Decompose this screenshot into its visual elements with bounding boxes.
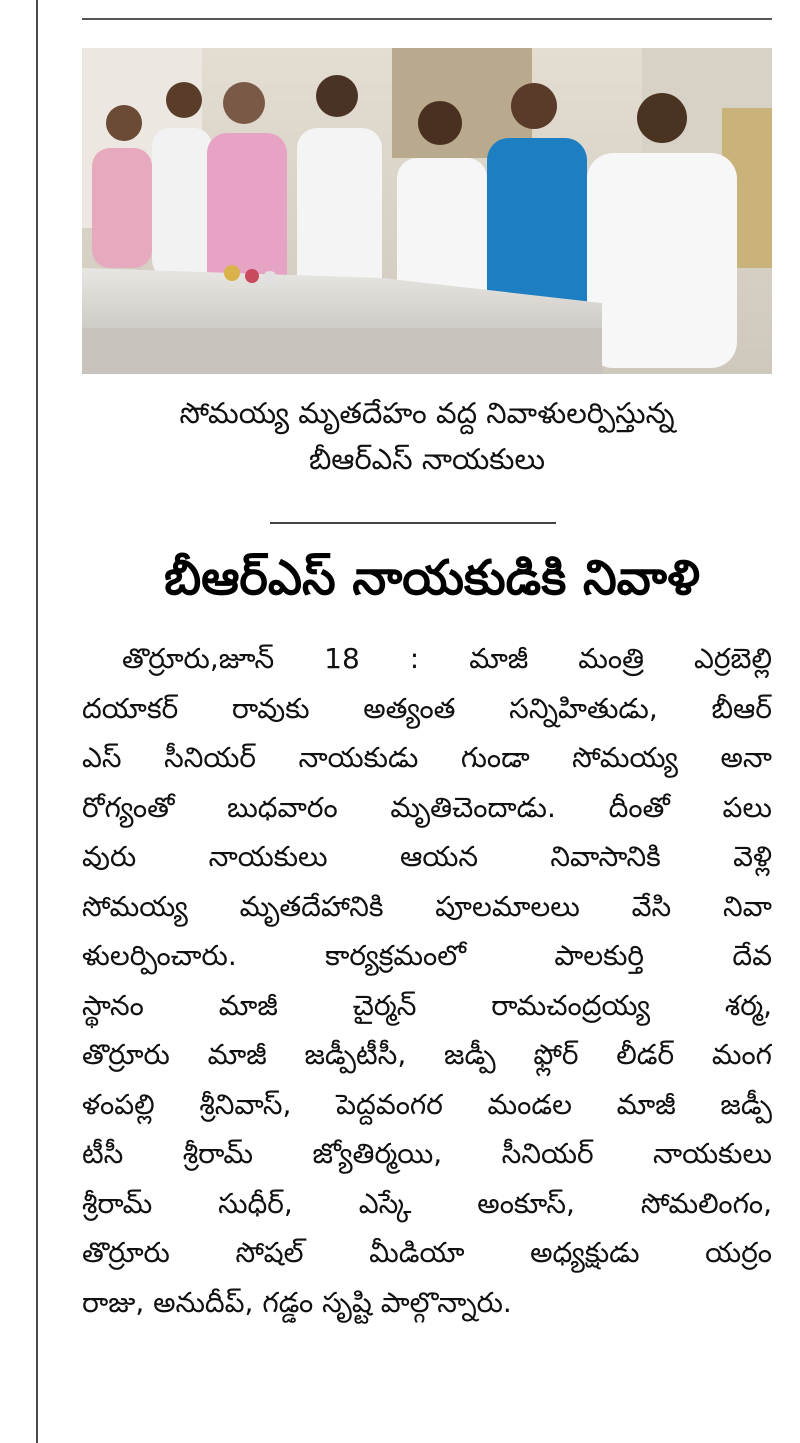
column-divider <box>36 0 38 1443</box>
body-line: వురు నాయకులు ఆయన నివాసానికి వెళ్లి <box>82 840 772 873</box>
body-line: ళులర్పించారు. కార్యక్రమంలో పాలకుర్తి దేవ <box>82 939 772 972</box>
body-line: రోగ్యంతో బుధవారం మృతిచెందాడు. దీంతో పలు <box>82 790 772 824</box>
body-line: స్థానం మాజీ చైర్మన్ రామచంద్రయ్య శర్మ, <box>82 988 772 1022</box>
article-body <box>82 634 782 1327</box>
news-photo <box>82 48 772 374</box>
body-line: తొర్రూరు మాజీ జడ్పీటీసీ, జడ్పీ ఫ్లోర్ లీడర్ మంగ <box>82 1038 772 1071</box>
caption-line-1: సోమయ్య మృతదేహం వద్ద నివాళులర్పిస్తున్న <box>179 396 675 430</box>
caption-line-2: బీఆర్ఎస్ నాయకులు <box>308 442 546 476</box>
body-line: తొర్రూరు సోషల్ మీడియా అధ్యక్షుడు యర్రం <box>82 1236 772 1269</box>
top-divider <box>82 18 772 20</box>
body-line: టీసీ శ్రీరామ్ జ్యోతిర్మయి, సీనియర్ నాయకులు <box>82 1137 772 1170</box>
photo-caption <box>82 390 772 482</box>
body-line: శ్రీరామ్ సుధీర్, ఎస్కే అంకూస్, సోమలింగం, <box>82 1186 772 1220</box>
body-line: రాజు, అనుదీప్, గడ్డం సృష్టి పాల్గొన్నారు. <box>82 1285 512 1319</box>
article-headline: బీఆర్ఎస్ నాయకుడికి నివాళి <box>164 550 700 606</box>
body-line: ళంపల్లి శ్రీనివాస్, పెద్దవంగర మండల మాజీ జడ్పీ <box>82 1087 772 1121</box>
body-line: సోమయ్య మృతదేహానికి పూలమాలలు వేసి నివా <box>82 889 772 923</box>
caption-divider <box>270 522 556 524</box>
photo-people-paying-tribute-icon <box>82 48 772 374</box>
body-line: తొర్రూరు,జూన్ 18 : మాజీ మంత్రి ఎర్రబెల్లి <box>122 642 772 675</box>
body-line: ఎస్ సీనియర్ నాయకుడు గుండా సోమయ్య అనా <box>82 741 772 774</box>
body-line: దయాకర్ రావుకు అత్యంత సన్నిహితుడు, బీఆర్ <box>82 691 772 725</box>
